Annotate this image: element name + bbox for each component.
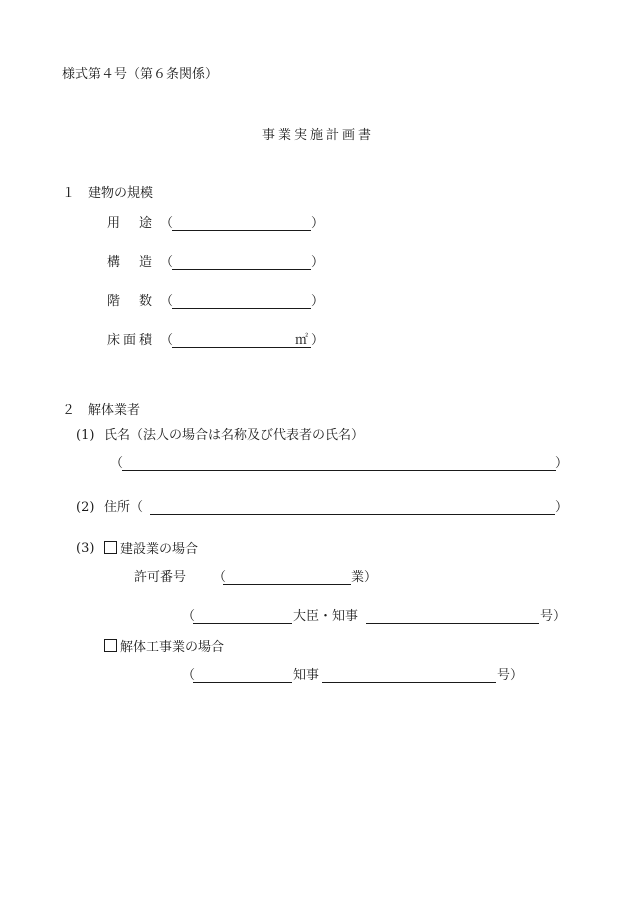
registration-no-input-line[interactable]: [322, 682, 496, 683]
item2-number: (2): [76, 500, 95, 515]
open-paren: （: [182, 668, 196, 683]
form-id: 様式第４号（第６条関係）: [62, 67, 219, 82]
construction-checkbox[interactable]: [104, 541, 117, 554]
permit-type-input-line[interactable]: [223, 584, 351, 585]
name-label: 氏名（法人の場合は名称及び代表者の氏名）: [104, 428, 365, 443]
item3-number: (3): [76, 541, 95, 556]
minister-governor-label: 大臣・知事: [293, 609, 359, 624]
demolition-checkbox-label: 解体工事業の場合: [120, 640, 225, 655]
section2-heading: ２ 解体業者: [62, 403, 141, 418]
permit-suffix: 業）: [351, 570, 378, 585]
permit-no-input-line[interactable]: [366, 623, 539, 624]
close-paren: ）: [311, 216, 325, 231]
structure-input-line[interactable]: [172, 269, 311, 270]
construction-checkbox-row[interactable]: [104, 541, 198, 558]
open-paren: （: [213, 570, 227, 585]
close-paren: ）: [311, 294, 325, 309]
address-input-line[interactable]: [150, 514, 555, 515]
unit-sqm: ㎡: [295, 333, 309, 348]
section1-heading: １ 建物の規模: [62, 186, 154, 201]
governor-label: 知事: [293, 668, 320, 683]
name-input-line[interactable]: [122, 470, 556, 471]
number-suffix: 号）: [540, 609, 567, 624]
close-paren: ）: [555, 456, 569, 471]
prefecture-input-line[interactable]: [193, 682, 292, 683]
permit-number-label: 許可番号: [134, 570, 187, 585]
close-paren: ）: [311, 255, 325, 270]
close-paren: ）: [555, 500, 569, 515]
usage-input-line[interactable]: [172, 230, 311, 231]
open-paren: （: [160, 294, 174, 309]
open-paren: （: [160, 255, 174, 270]
spec-label: 用 途: [107, 216, 156, 231]
demolition-checkbox-row[interactable]: [104, 639, 224, 656]
open-paren: （: [160, 216, 174, 231]
open-paren: （: [182, 609, 196, 624]
construction-checkbox-label: 建設業の場合: [120, 542, 199, 557]
floor-area-input-line[interactable]: [172, 347, 311, 348]
demolition-checkbox[interactable]: [104, 639, 117, 652]
item1-number: (1): [76, 428, 95, 443]
authority-input-line[interactable]: [193, 623, 292, 624]
open-paren: （: [110, 456, 124, 471]
document-title: 事業実施計画書: [262, 128, 375, 143]
spec-label: 階 数: [107, 294, 156, 309]
address-label: 住所（: [104, 500, 144, 515]
number-suffix: 号）: [497, 668, 524, 683]
spec-label: 構 造: [107, 255, 156, 270]
floors-input-line[interactable]: [172, 308, 311, 309]
spec-label: 床面積: [107, 333, 156, 348]
close-paren: ）: [311, 333, 325, 348]
open-paren: （: [160, 333, 174, 348]
